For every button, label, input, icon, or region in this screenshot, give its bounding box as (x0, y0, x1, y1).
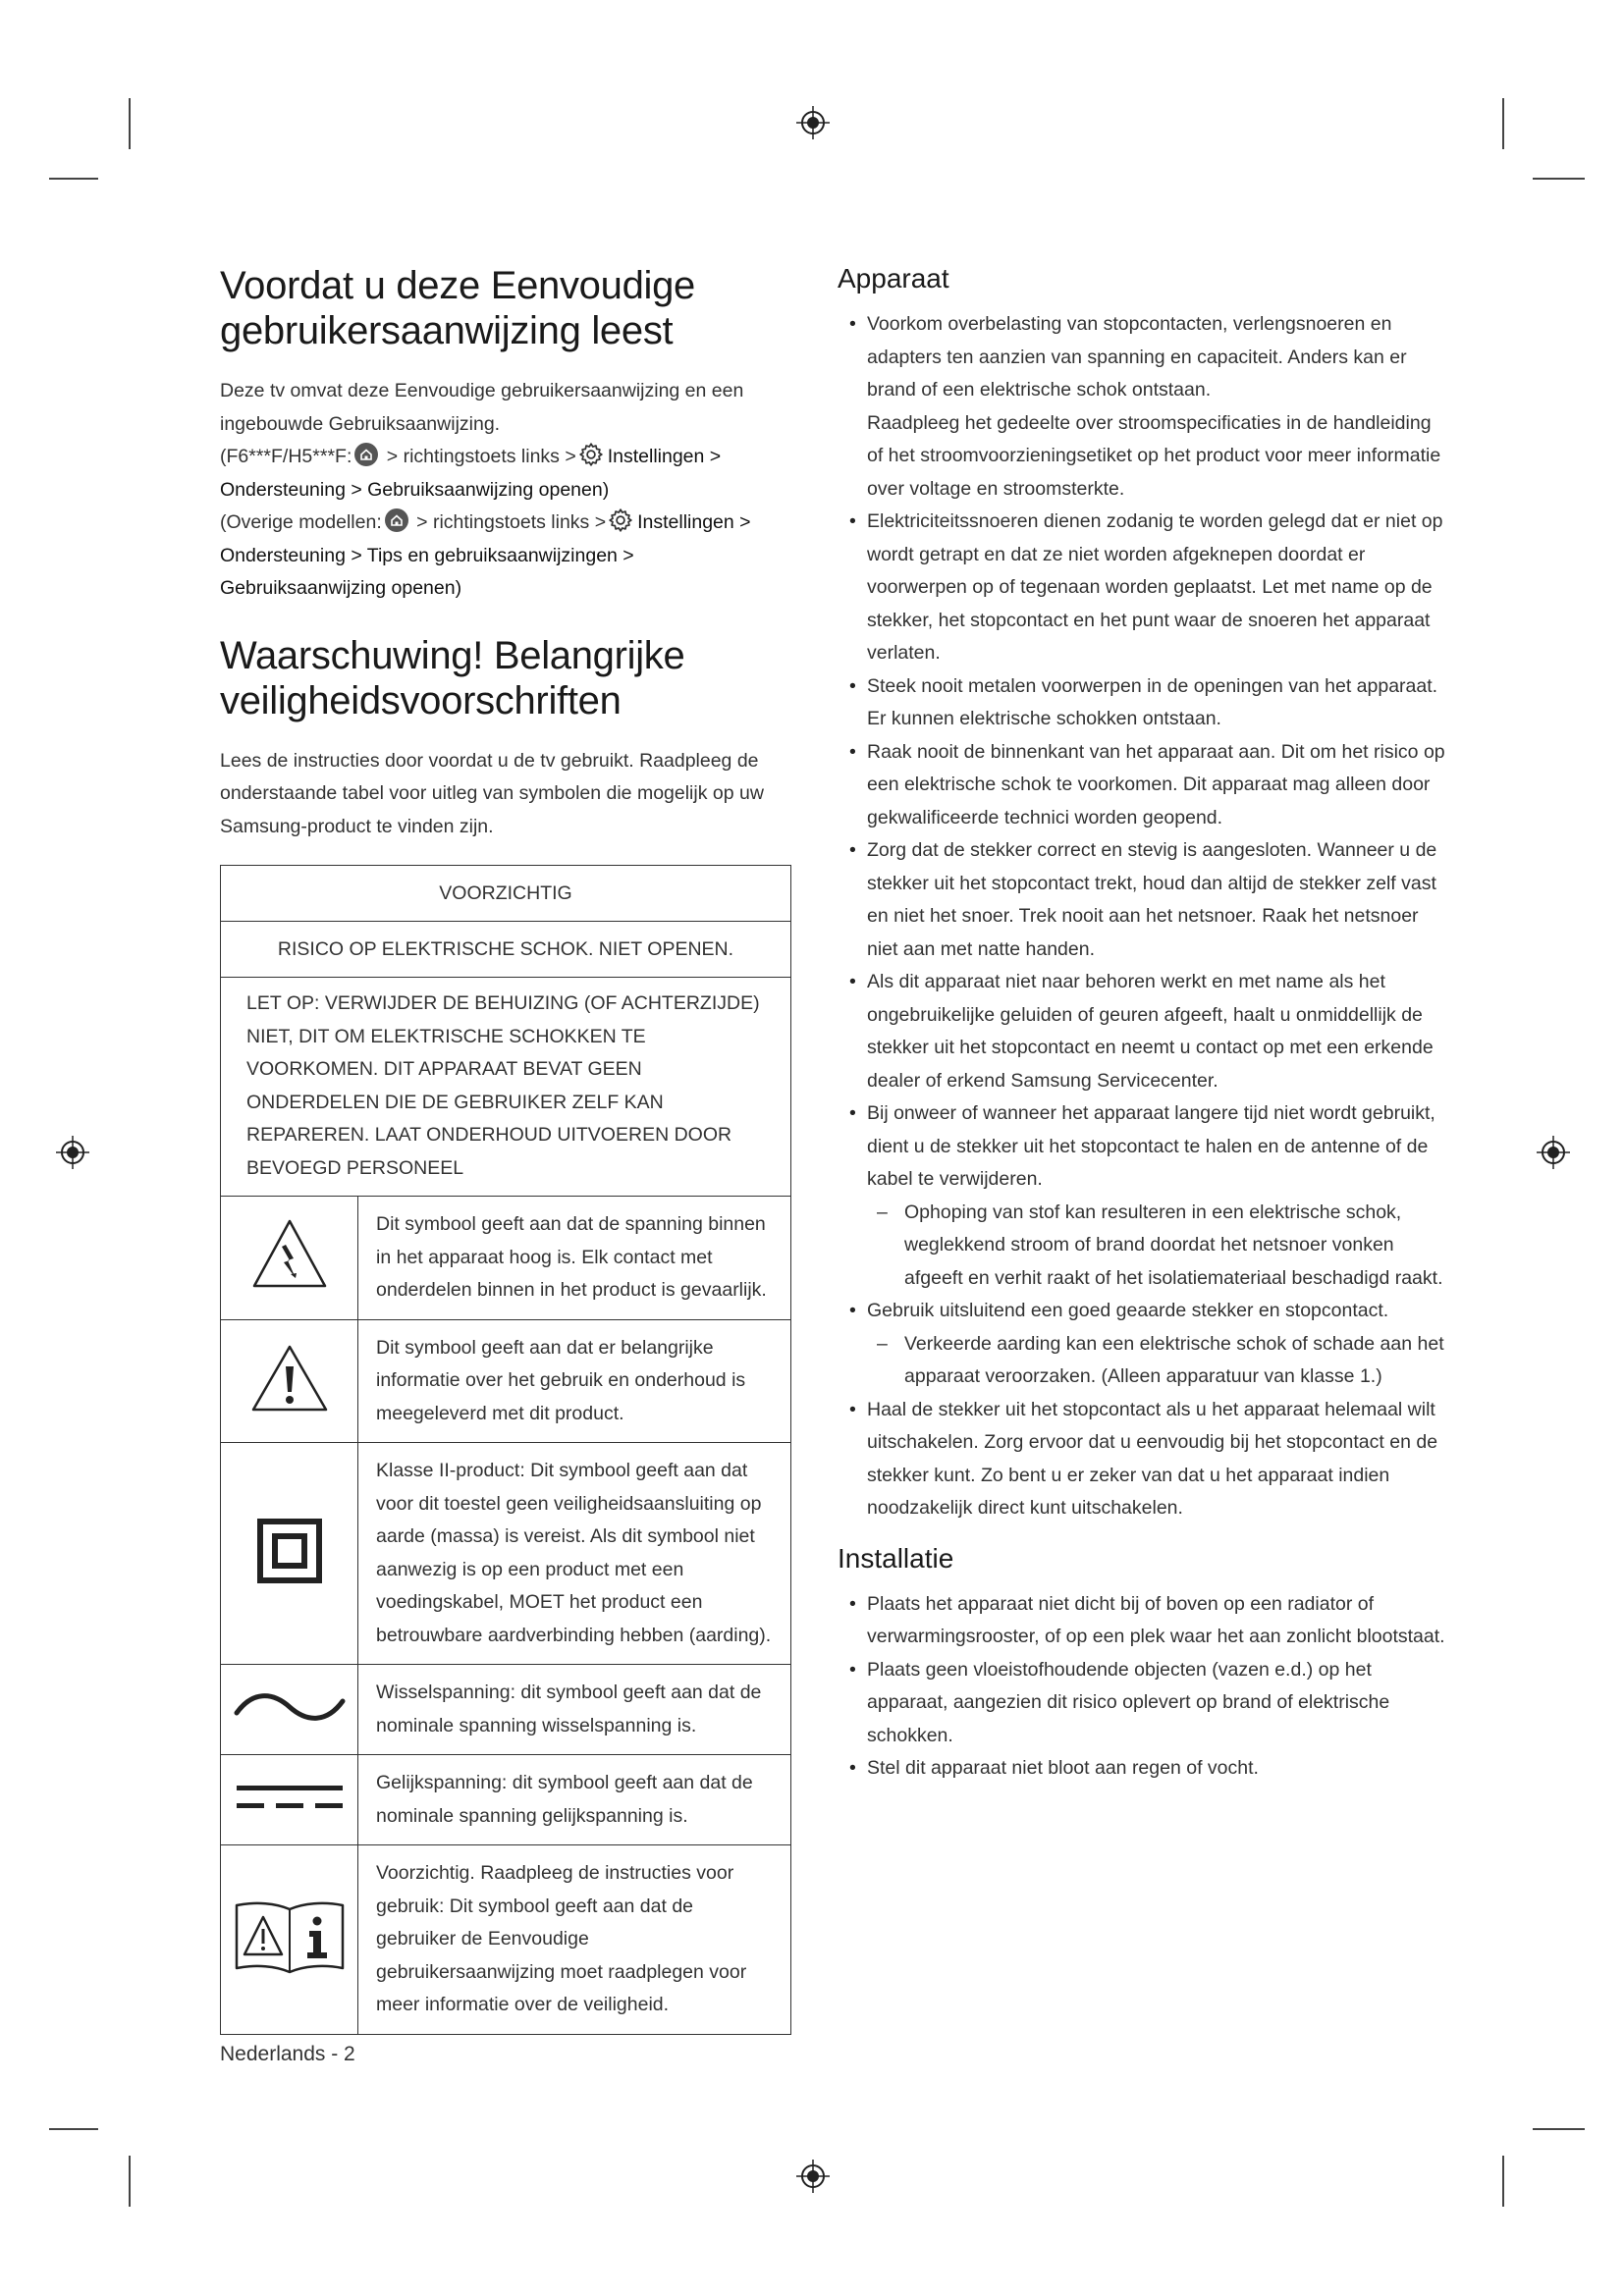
exclamation-triangle-icon (221, 1319, 358, 1443)
table-row (221, 1197, 791, 1320)
list-item: • Stel dit apparaat niet bloot aan regen of vocht. (838, 1752, 1446, 1786)
table-row-text: Dit symbool geeft aan dat er belangrijke informatie over het gebruik en onderhoud is meegeleverd met dit product. (358, 1319, 791, 1443)
registration-mark-icon (56, 1136, 89, 1169)
sub-list-item: – Verkeerde aarding kan een elektrische schok of schade aan het apparaat veroorzaken. (Alleen apparatuur van klasse 1.) (877, 1332, 1444, 1387)
apparaat-list (838, 308, 1446, 1525)
table-row-text: Dit symbool geeft aan dat de spanning binnen in het apparaat hoog is. Elk contact met onderdelen binnen in het product is gevaarlijk. (358, 1197, 791, 1320)
installatie-list (838, 1588, 1446, 1786)
list-item: • Plaats het apparaat niet dicht bij of boven op een radiator of verwarmingsrooster, of op een plek waar het aan zonlicht blootstaat. (838, 1588, 1446, 1654)
lightning-triangle-icon (221, 1197, 358, 1320)
table-subheader: RISICO OP ELEKTRISCHE SCHOK. NIET OPENEN. (221, 922, 791, 978)
registration-mark-icon (796, 106, 830, 139)
ac-wave-icon (221, 1665, 358, 1755)
table-row-text: Klasse II-product: Dit symbool geeft aan dat voor dit toestel geen veiligheidsaansluiting op aarde (massa) is vereist. Als dit symbool niet aanwezig is op een product met een voedingskabel, MOET het product een betrouwbare aardverbinding hebben (aarding). (358, 1443, 791, 1665)
intro-text: Deze tv omvat deze Eenvoudige gebruikersaanwijzing en een ingebouwde Gebruiksaanwijzing. (220, 380, 744, 435)
registration-mark-icon (796, 2160, 830, 2193)
intro-f6-prefix: (F6***F/H5***F: (220, 446, 352, 467)
table-warning: LET OP: VERWIJDER DE BEHUIZING (OF ACHTERZIJDE) NIET, DIT OM ELEKTRISCHE SCHOKKEN TE VOORKOMEN. DIT APPARAAT BEVAT GEEN ONDERDELEN DIE DE GEBRUIKER ZELF KAN REPAREREN. LAAT ONDERHOUD UITVOEREN DOOR BEVOEGD PERSONEEL (221, 978, 791, 1197)
safety-title: Waarschuwing! Belangrijke veiligheidsvoorschriften (220, 633, 685, 722)
right-column (838, 263, 1446, 1786)
table-header: VOORZICHTIG (221, 866, 791, 922)
list-item: • Als dit apparaat niet naar behoren werkt en met name als het ongebruikelijke geluiden of geuren afgeeft, haalt u onmiddellijk de stekker uit het stopcontact en neemt u contact op met een erkende dealer of erkend Samsung Servicecenter. (838, 966, 1446, 1097)
intro-f6-path: Instellingen > Ondersteuning > Gebruiksaanwijzing openen) (220, 446, 722, 501)
list-item-text: Voorkom overbelasting van stopcontacten, verlengsnoeren en adapters ten aanzien van spanning en capaciteit. Anders kan er brand of een elektrische schok ontstaan. (867, 313, 1407, 400)
home-icon (385, 508, 408, 532)
section-title-installatie: Installatie (838, 1542, 954, 1574)
class-ii-icon (221, 1443, 358, 1665)
dc-icon (221, 1755, 358, 1845)
list-item-text: Bij onweer of wanneer het apparaat langere tijd niet wordt gebruikt, dient u de stekker uit het stopcontact te halen en de antenne of de kabel te verwijderen. (867, 1102, 1435, 1190)
list-item: • Haal de stekker uit het stopcontact als u het apparaat helemaal wilt uitschakelen. Zorg ervoor dat u eenvoudig bij het stopcontact en de stekker kunt. Zo bent u er zeker van dat u het apparaat indien noodzakelijk direct kunt uitschakelen. (838, 1394, 1446, 1525)
list-item: • Raak nooit de binnenkant van het apparaat aan. Dit om het risico op een elektrische schok te voorkomen. Dit apparaat mag alleen door gekwalificeerde technici worden geopend. (838, 736, 1446, 835)
crop-mark (129, 98, 131, 149)
left-column (220, 263, 795, 2035)
table-row (221, 1443, 791, 1665)
list-item (838, 308, 1446, 506)
table-row-text: Voorzichtig. Raadpleeg de instructies voor gebruik: Dit symbool geeft aan dat de gebruiker de Eenvoudige gebruikersaanwijzing moet raadplegen voor meer informatie over de veiligheid. (358, 1845, 791, 2035)
sub-list-item-text: Ophoping van stof kan resulteren in een elektrische schok, weglekkend stroom of brand doordat het netsnoer vonken afgeeft en verhit raakt of het isolatiemateriaal beschadigd raakt. (904, 1201, 1443, 1289)
safety-lead: Lees de instructies door voordat u de tv gebruikt. Raadpleeg de onderstaande tabel voor uitleg van symbolen die mogelijk op uw Samsung-product te vinden zijn. (220, 749, 764, 837)
list-item: • Elektriciteitssnoeren dienen zodanig te worden gelegd dat er niet op wordt getrapt en dat ze niet worden afgeknepen doordat er voorwerpen op of tegenaan worden geplaatst. Let met name op de stekker, het stopcontact en het punt waar de snoeren het apparaat verlaten. (838, 506, 1446, 670)
page-footer: Nederlands - 2 (220, 2043, 355, 2065)
intro-f6-nav: > richtingstoets links > (381, 446, 576, 467)
crop-mark (1502, 2156, 1504, 2207)
registration-mark-icon (1537, 1136, 1570, 1169)
table-row-text: Gelijkspanning: dit symbool geeft aan dat de nominale spanning gelijkspanning is. (358, 1755, 791, 1845)
intro-f6-line (220, 441, 795, 507)
crop-mark (129, 2156, 131, 2207)
intro-other-path: Instellingen > Ondersteuning > Tips en gebruiksaanwijzingen > Gebruiksaanwijzing openen) (220, 511, 751, 599)
table-row (221, 1665, 791, 1755)
list-item: • Plaats geen vloeistofhoudende objecten (vazen e.d.) op het apparaat, aangezien dit risico oplevert op brand of elektrische schokken. (838, 1654, 1446, 1753)
table-row (221, 1755, 791, 1845)
crop-mark (49, 178, 98, 180)
intro (220, 375, 795, 606)
list-item-text: Raadpleeg het gedeelte over stroomspecificaties in de handleiding of het stroomvoorzieningsetiket op het product voor meer informatie over voltage en stroomsterkte. (867, 411, 1441, 500)
list-item (838, 1295, 1446, 1394)
list-item (838, 1097, 1446, 1295)
settings-gear-icon (608, 507, 633, 533)
crop-mark (1533, 2128, 1585, 2130)
sub-list-item-text: Verkeerde aarding kan een elektrische schok of schade aan het apparaat veroorzaken. (Alleen apparatuur van klasse 1.) (904, 1332, 1444, 1387)
list-item: • Steek nooit metalen voorwerpen in de openingen van het apparaat. Er kunnen elektrische schokken ontstaan. (838, 670, 1446, 736)
crop-mark (1533, 178, 1585, 180)
intro-other-line (220, 507, 795, 606)
sub-list-item: – Ophoping van stof kan resulteren in een elektrische schok, weglekkend stroom of brand doordat het netsnoer vonken afgeeft en verhit raakt of het isolatiemateriaal beschadigd raakt. (877, 1201, 1443, 1289)
section-title-apparaat: Apparaat (838, 263, 949, 294)
crop-mark (1502, 98, 1504, 149)
list-item: • Zorg dat de stekker correct en stevig is aangesloten. Wanneer u de stekker uit het stopcontact trekt, houd dan altijd de stekker zelf vast en niet het snoer. Trek nooit aan het netsnoer. Raak het netsnoer niet aan met natte handen. (838, 834, 1446, 966)
page-title: Voordat u deze Eenvoudige gebruikersaanwijzing leest (220, 264, 696, 352)
table-row-text: Wisselspanning: dit symbool geeft aan dat de nominale spanning wisselspanning is. (358, 1665, 791, 1755)
settings-gear-icon (578, 442, 604, 467)
crop-mark (49, 2128, 98, 2130)
manual-info-icon (221, 1845, 358, 2035)
intro-other-prefix: (Overige modellen: (220, 511, 382, 533)
table-row (221, 1319, 791, 1443)
intro-other-nav: > richtingstoets links > (410, 511, 607, 533)
symbols-table (220, 865, 791, 2035)
home-icon (354, 443, 378, 466)
table-row (221, 1845, 791, 2035)
list-item-text: Gebruik uitsluitend een goed geaarde stekker en stopcontact. (867, 1300, 1389, 1321)
